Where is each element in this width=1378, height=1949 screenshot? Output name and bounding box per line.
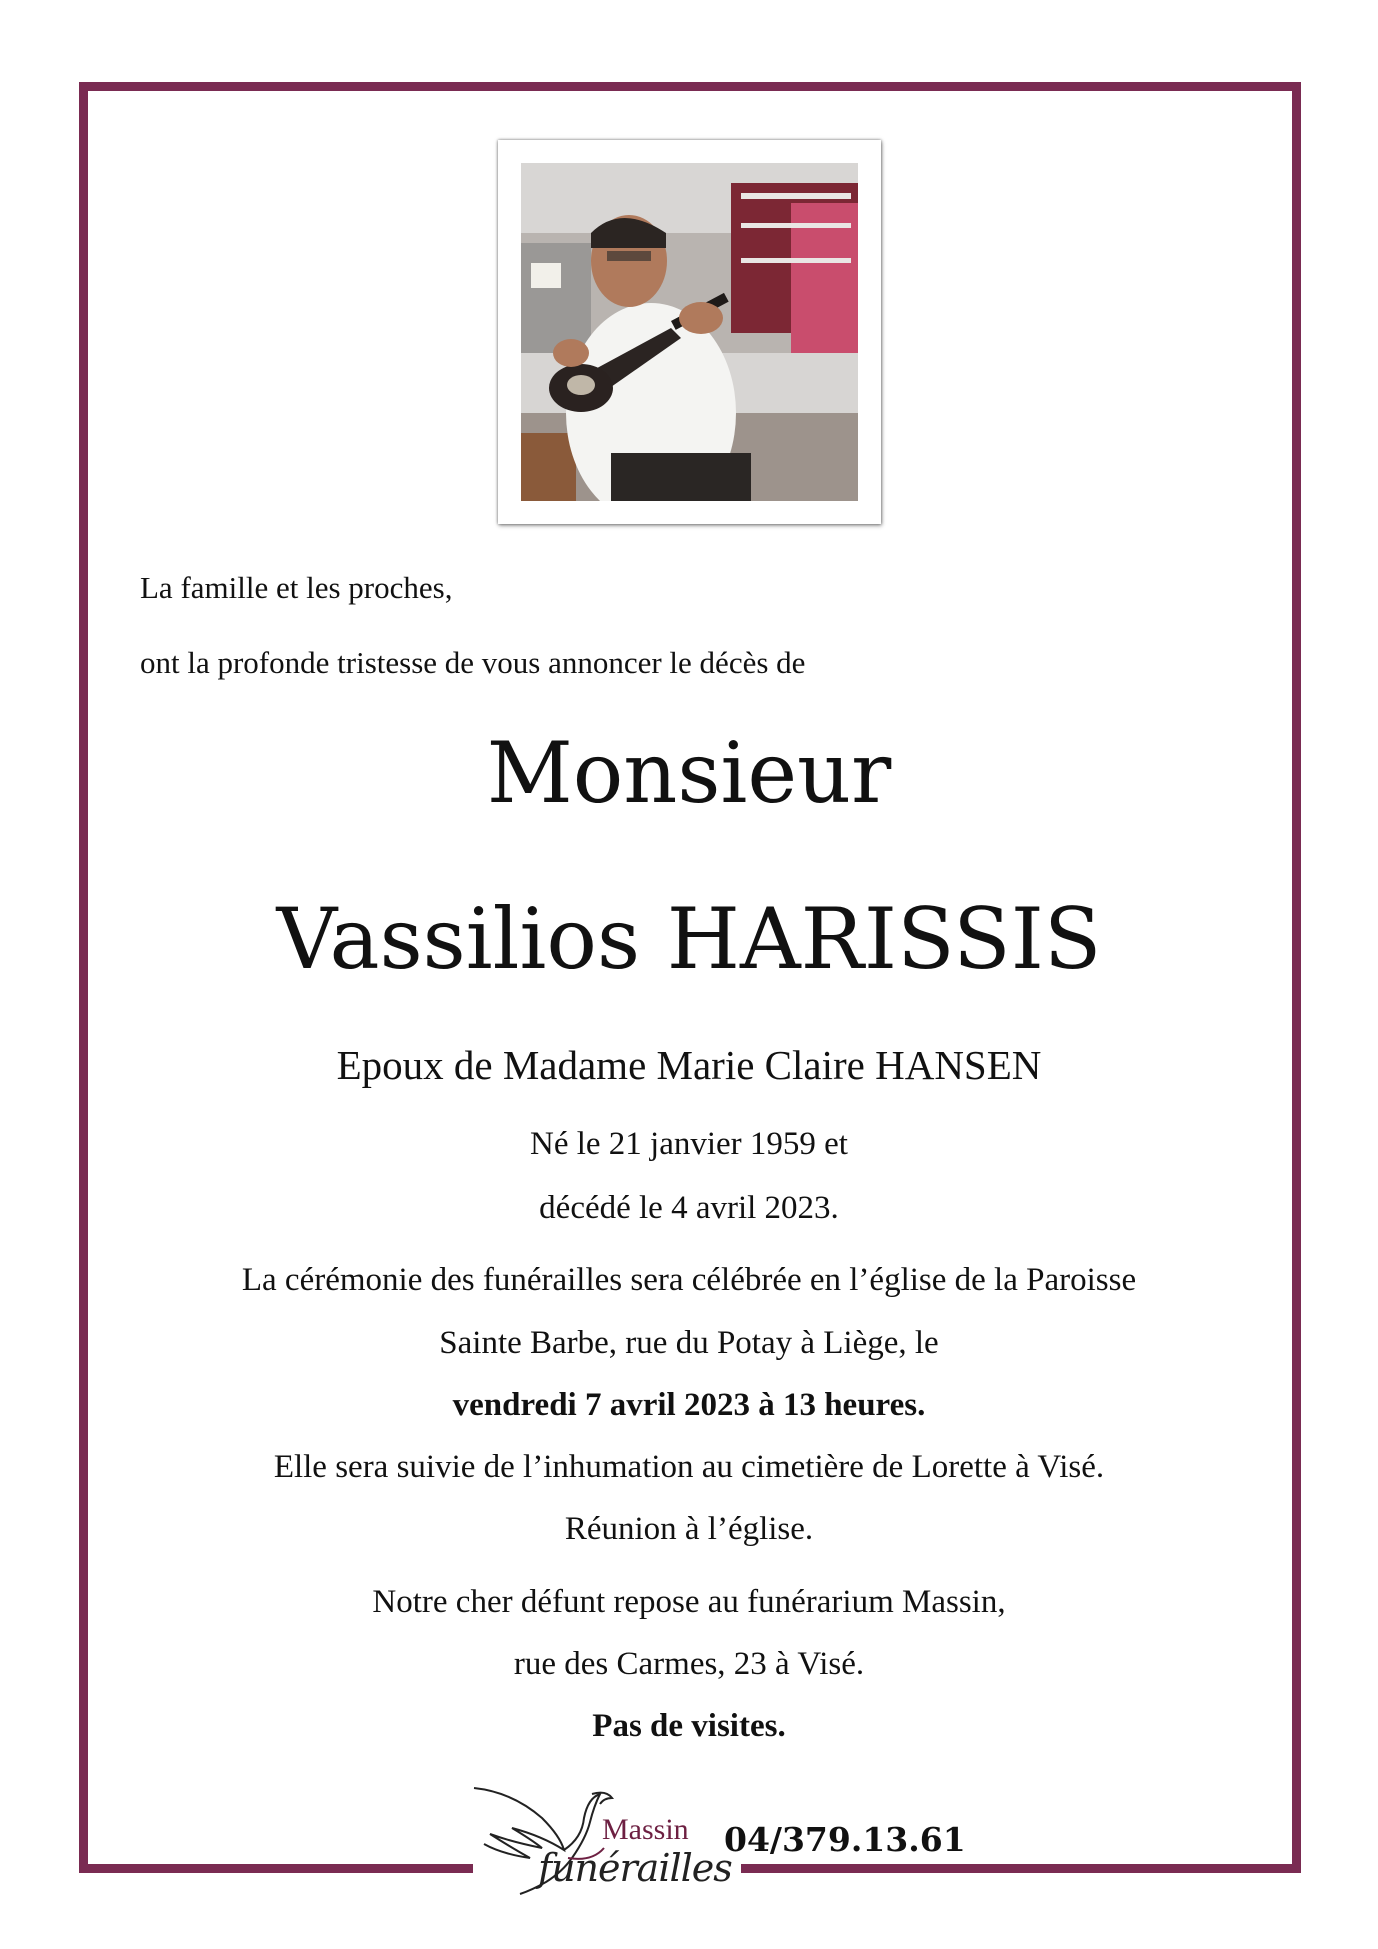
brand-script: funérailles	[538, 1846, 732, 1890]
intro-line-2: ont la profonde tristesse de vous annoncer le décès de	[140, 645, 806, 680]
ceremony-line-1: La cérémonie des funérailles sera célébrée en l’église de la Paroisse	[241, 1262, 1137, 1298]
no-visits: Pas de visites.	[592, 1708, 786, 1744]
phone-number: 04/379.13.61	[724, 1820, 966, 1859]
brand-name: Massin	[602, 1813, 689, 1846]
rest-line-1: Notre cher défunt repose au funérarium Massin,	[372, 1584, 1006, 1620]
deceased-name: Vassilios HARISSIS	[276, 890, 1102, 988]
burial-line: Elle sera suivie de l’inhumation au cimetière de Lorette à Visé.	[273, 1449, 1105, 1485]
birth-line: Né le 21 janvier 1959 et	[530, 1126, 848, 1162]
spouse-line: Epoux de Madame Marie Claire HANSEN	[336, 1042, 1042, 1088]
death-line: décédé le 4 avril 2023.	[539, 1190, 839, 1226]
intro-line-1: La famille et les proches,	[140, 570, 453, 605]
ceremony-datetime: vendredi 7 avril 2023 à 13 heures.	[452, 1387, 926, 1423]
portrait-photo	[521, 163, 858, 501]
ceremony-line-2: Sainte Barbe, rue du Potay à Liège, le	[439, 1325, 939, 1361]
portrait-photo-frame	[498, 140, 881, 524]
rest-line-2: rue des Carmes, 23 à Visé.	[513, 1646, 865, 1682]
deceased-title: Monsieur	[486, 724, 892, 822]
reunion-line: Réunion à l’église.	[564, 1511, 814, 1547]
